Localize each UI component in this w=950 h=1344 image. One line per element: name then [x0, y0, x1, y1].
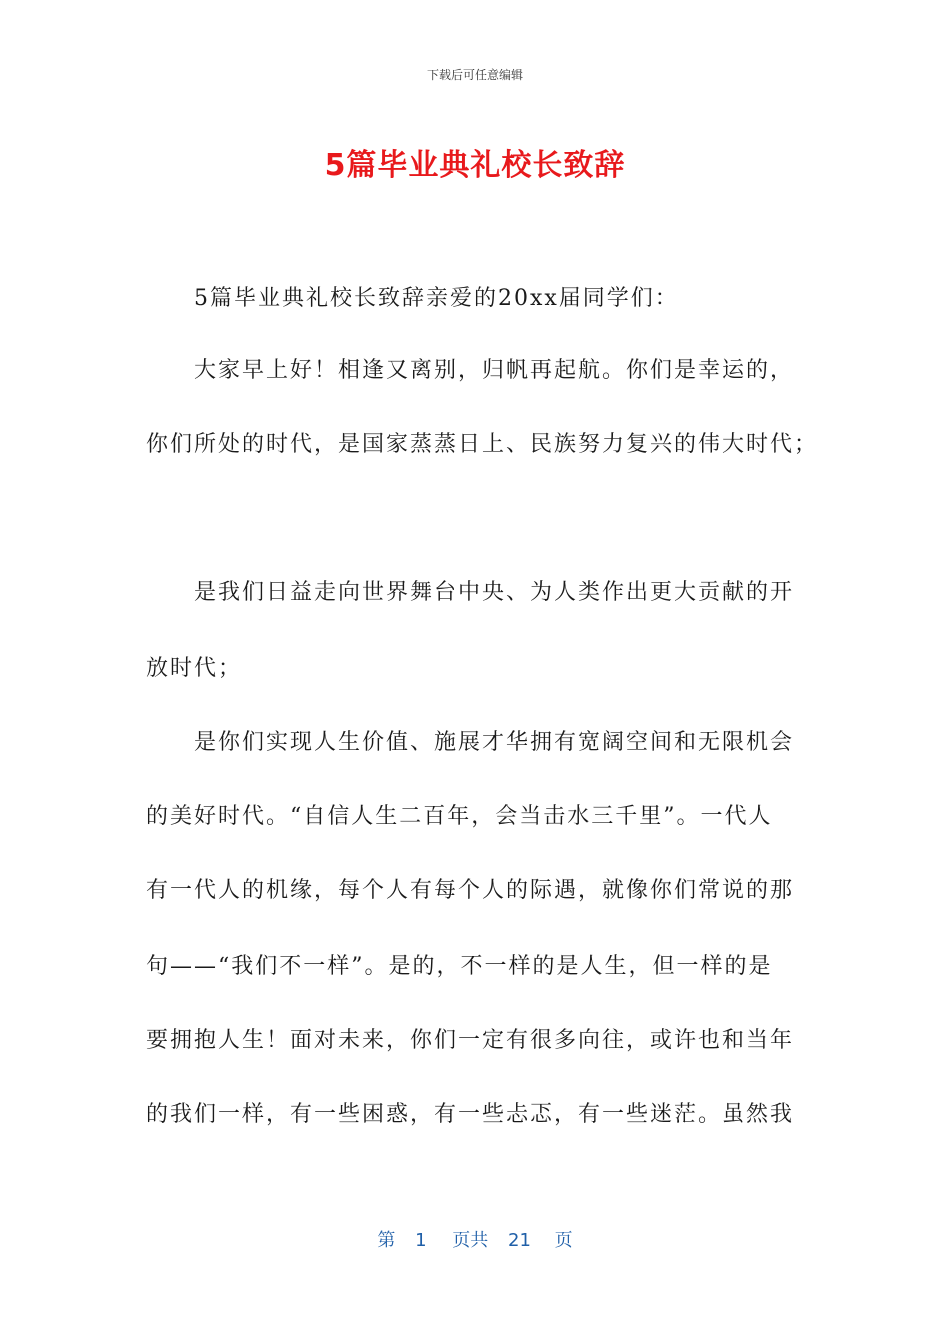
header-note: 下载后可任意编辑	[426, 68, 523, 82]
paragraph-line: 大家早上好！相逢又离别，归帆再起航。你们是幸运的，	[194, 358, 795, 383]
document-title: 5篇毕业典礼校长致辞	[324, 148, 626, 183]
page-footer	[0, 1226, 950, 1252]
paragraph-line: 的我们一样，有一些困惑，有一些忐忑，有一些迷茫。虽然我	[146, 1102, 795, 1127]
page-label: 第	[377, 1230, 396, 1251]
paragraph-line: 句——“我们不一样”。是的，不一样的是人生，但一样的是	[146, 954, 773, 979]
paragraph-line: 是我们日益走向世界舞台中央、为人类作出更大贡献的开	[194, 580, 795, 605]
paragraph-line: 要拥抱人生！面对未来，你们一定有很多向往，或许也和当年	[146, 1028, 795, 1053]
paragraph-line: 的美好时代。“自信人生二百年，会当击水三千里”。一代人	[146, 804, 773, 829]
total-pages: 21	[508, 1230, 531, 1251]
page-number: 1	[415, 1230, 427, 1251]
page-suffix: 页	[554, 1230, 573, 1251]
paragraph-line: 有一代人的机缘，每个人有每个人的际遇，就像你们常说的那	[146, 878, 795, 903]
paragraph-line: 放时代；	[146, 656, 243, 681]
paragraph-line: 是你们实现人生价值、施展才华拥有宽阔空间和无限机会	[194, 730, 795, 755]
paragraph-line: 你们所处的时代，是国家蒸蒸日上、民族努力复兴的伟大时代；	[146, 432, 819, 457]
paragraph-line: 5篇毕业典礼校长致辞亲爱的20xx届同学们：	[194, 286, 679, 311]
total-label: 页共	[452, 1230, 489, 1251]
